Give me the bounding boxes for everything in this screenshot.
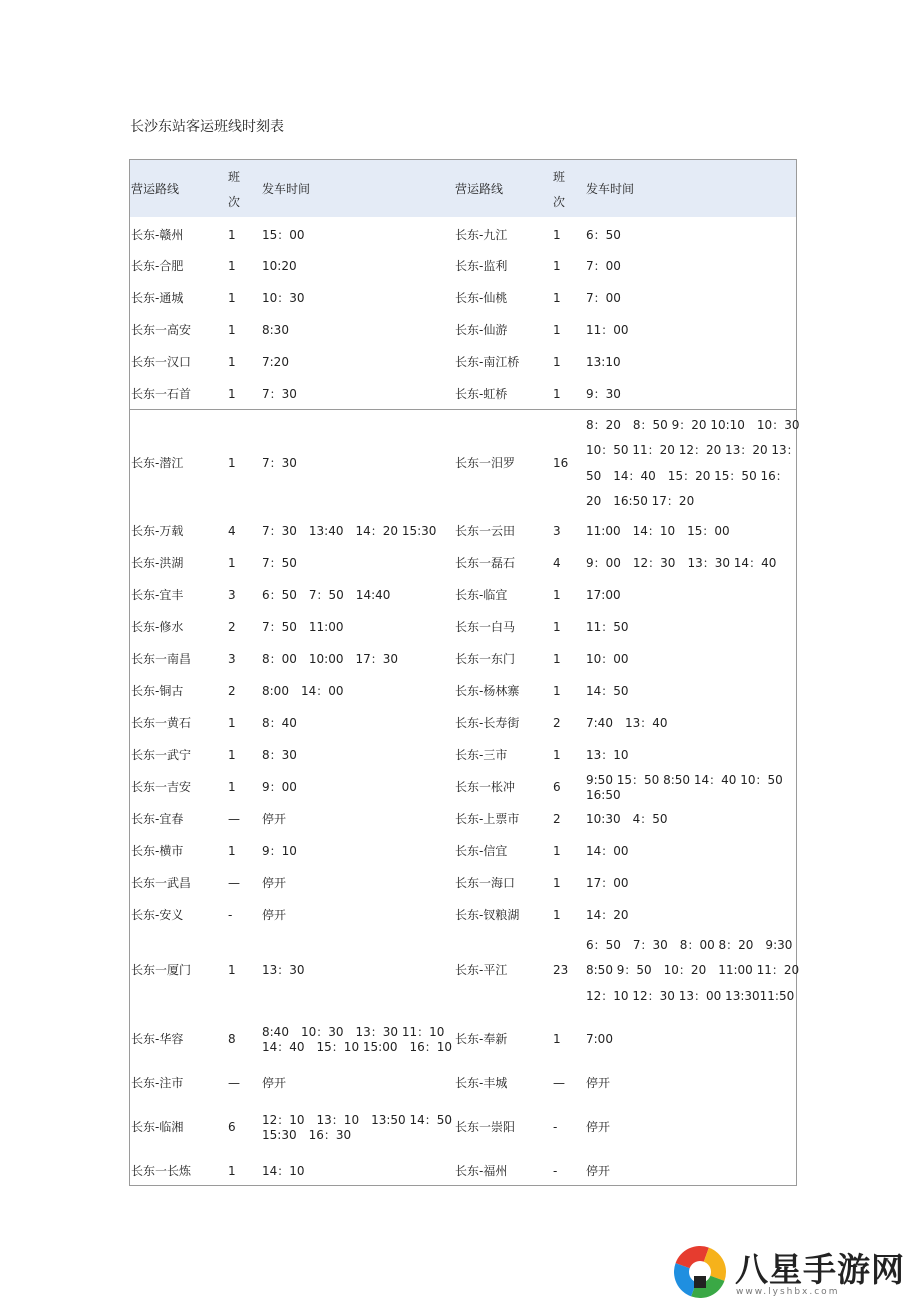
trip-count: 3	[228, 588, 236, 602]
trip-count: 4	[228, 524, 236, 538]
route-name: 长东-合肥	[131, 259, 184, 273]
route-name: 长东-三市	[455, 748, 508, 762]
route-name: 长东-注市	[131, 1076, 184, 1090]
trip-count: 1	[228, 716, 236, 730]
departure-times: 6：50	[586, 228, 621, 242]
departure-times: 停开	[262, 876, 287, 890]
departure-times: 14：40 15：10 15:00 16：10	[262, 1040, 453, 1054]
route-name: 长东一东门	[455, 652, 516, 666]
route-name: 长东一吉安	[131, 780, 192, 794]
departure-times: 17:00	[586, 588, 621, 602]
route-name: 长东-杨林寨	[455, 684, 520, 698]
departure-times: 8:30	[262, 323, 289, 337]
route-name: 长东-横市	[131, 844, 184, 858]
trip-count: 1	[553, 228, 561, 242]
logo-url: www.lyshbx.com	[736, 1287, 840, 1297]
departure-times: 8：20 8：50 9：20 10:10 10：30	[586, 418, 800, 432]
route-name: 长东-仙桃	[455, 291, 508, 305]
route-name: 长东一南昌	[131, 652, 192, 666]
trip-count: 1	[228, 355, 236, 369]
route-name: 长东一磊石	[455, 556, 516, 570]
route-name: 长东-临宜	[455, 588, 508, 602]
trip-count: 2	[553, 812, 561, 826]
departure-times: 停开	[586, 1120, 611, 1134]
departure-times: 8：30	[262, 748, 297, 762]
route-name: 长东一崇阳	[455, 1120, 516, 1134]
header-route-left: 营运路线	[131, 182, 180, 196]
departure-times: 10：30	[262, 291, 305, 305]
trip-count: 16	[553, 456, 569, 470]
trip-count: 1	[553, 652, 561, 666]
trip-count: 8	[228, 1032, 236, 1046]
departure-times: 13：30	[262, 963, 305, 977]
route-name: 长东-信宜	[455, 844, 508, 858]
departure-times: 停开	[262, 908, 287, 922]
departure-times: 7：50 11:00	[262, 620, 344, 634]
departure-times: 20 16:50 17：20	[586, 494, 695, 508]
timetable	[129, 159, 800, 1186]
trip-count: 1	[228, 291, 236, 305]
departure-times: 7：30	[262, 387, 297, 401]
route-name: 长东-安义	[131, 908, 184, 922]
route-name: 长东-福州	[455, 1164, 508, 1178]
trip-count: 2	[553, 716, 561, 730]
departure-times: 12：10 13：10 13:50 14：50	[262, 1113, 453, 1127]
logo-brand: 八星手游网	[735, 1250, 905, 1289]
departure-times: 9：10	[262, 844, 297, 858]
logo-mark-icon	[674, 1246, 726, 1298]
route-name: 长东-平江	[455, 963, 508, 977]
route-name: 长东-宜丰	[131, 588, 184, 602]
header-count-bottom-right: 次	[553, 195, 566, 209]
departure-times: 7：50	[262, 556, 297, 570]
route-name: 长东一黄石	[131, 716, 192, 730]
departure-times: 10：00	[586, 652, 629, 666]
trip-count: 6	[553, 780, 561, 794]
departure-times: 50 14：40 15：20 15：50 16：	[586, 469, 788, 483]
departure-times: 14：20	[586, 908, 629, 922]
route-name: 长东一海口	[455, 876, 516, 890]
trip-count: —	[228, 812, 240, 826]
departure-times: 14：10	[262, 1164, 305, 1178]
header-time-right: 发车时间	[586, 182, 635, 196]
trip-count: 1	[553, 876, 561, 890]
route-name: 长东一白马	[455, 620, 516, 634]
route-name: 长东-仙游	[455, 323, 508, 337]
route-name: 长东一汨罗	[455, 456, 516, 470]
trip-count: —	[553, 1076, 565, 1090]
route-name: 长东一石首	[131, 387, 192, 401]
trip-count: 1	[228, 748, 236, 762]
route-name: 长东-南江桥	[455, 355, 520, 369]
header-count-bottom-left: 次	[228, 195, 241, 209]
trip-count: 1	[228, 556, 236, 570]
header-count-top-left: 班	[228, 170, 241, 184]
trip-count: 1	[553, 588, 561, 602]
trip-count: 1	[553, 323, 561, 337]
trip-count: 1	[553, 355, 561, 369]
header-time-left: 发车时间	[262, 182, 311, 196]
route-name: 长东-长寿街	[455, 716, 520, 730]
departure-times: 15:30 16：30	[262, 1128, 352, 1142]
departure-times: 10:30 4：50	[586, 812, 668, 826]
trip-count: 1	[553, 908, 561, 922]
route-name: 长东-虹桥	[455, 387, 508, 401]
departure-times: 7:20	[262, 355, 289, 369]
route-name: 长东-通城	[131, 291, 184, 305]
trip-count: 1	[228, 228, 236, 242]
departure-times: 停开	[586, 1076, 611, 1090]
departure-times: 8:50 9：50 10：20 11:00 11：20	[586, 963, 800, 977]
route-name: 长东-华容	[131, 1032, 184, 1046]
page-title: 长沙东站客运班线时刻表	[130, 119, 284, 135]
trip-count: 3	[553, 524, 561, 538]
trip-count: 1	[228, 844, 236, 858]
departure-times: 16:50	[586, 788, 621, 802]
header-count-top-right: 班	[553, 170, 566, 184]
departure-times: 8：40	[262, 716, 297, 730]
trip-count: 1	[228, 323, 236, 337]
departure-times: 7：30 13:40 14：20 15:30	[262, 524, 437, 538]
route-name: 长东-九江	[455, 228, 508, 242]
departure-times: 8：00 10:00 17：30	[262, 652, 399, 666]
trip-count: 4	[553, 556, 561, 570]
departure-times: 9：00	[262, 780, 297, 794]
trip-count: 1	[553, 684, 561, 698]
trip-count: -	[553, 1164, 558, 1178]
route-name: 长东-宜春	[131, 812, 184, 826]
route-name: 长东一厦门	[131, 963, 192, 977]
route-name: 长东一武宁	[131, 748, 192, 762]
trip-count: 1	[228, 456, 236, 470]
route-name: 长东-铜古	[131, 684, 184, 698]
route-name: 长东一长炼	[131, 1164, 192, 1178]
trip-count: 1	[228, 780, 236, 794]
departure-times: 停开	[262, 812, 287, 826]
route-name: 长东一枨冲	[455, 780, 516, 794]
departure-times: 14：00	[586, 844, 629, 858]
header-route-right: 营运路线	[455, 182, 504, 196]
row-divider	[130, 409, 796, 410]
route-name: 长东一高安	[131, 323, 192, 337]
trip-count: 1	[553, 748, 561, 762]
departure-times: 11:00 14：10 15：00	[586, 524, 730, 538]
route-name: 长东-监利	[455, 259, 508, 273]
departure-times: 7：00	[586, 291, 621, 305]
table-header	[130, 160, 796, 217]
departure-times: 9：30	[586, 387, 621, 401]
departure-times: 14：50	[586, 684, 629, 698]
departure-times: 13:10	[586, 355, 621, 369]
departure-times: 停开	[262, 1076, 287, 1090]
route-name: 长东一汉口	[131, 355, 192, 369]
departure-times: 11：50	[586, 620, 629, 634]
trip-count: 1	[228, 1164, 236, 1178]
trip-count: 1	[553, 844, 561, 858]
route-name: 长东-临湘	[131, 1120, 184, 1134]
trip-count: 23	[553, 963, 569, 977]
departure-times: 11：00	[586, 323, 629, 337]
trip-count: —	[228, 876, 240, 890]
departure-times: 8:40 10：30 13：30 11：10	[262, 1025, 445, 1039]
trip-count: -	[553, 1120, 558, 1134]
route-name: 长东-洪湖	[131, 556, 184, 570]
trip-count: 1	[553, 1032, 561, 1046]
route-name: 长东-万载	[131, 524, 184, 538]
departure-times: 7:40 13：40	[586, 716, 668, 730]
departure-times: 8:00 14：00	[262, 684, 344, 698]
departure-times: 7:00	[586, 1032, 613, 1046]
route-name: 长东-丰城	[455, 1076, 508, 1090]
route-name: 长东-奉新	[455, 1032, 508, 1046]
trip-count: 6	[228, 1120, 236, 1134]
departure-times: 9：00 12：30 13：30 14：40	[586, 556, 777, 570]
departure-times: 15：00	[262, 228, 305, 242]
trip-count: 1	[553, 259, 561, 273]
trip-count: 1	[228, 387, 236, 401]
trip-count: -	[228, 908, 233, 922]
departure-times: 12：10 12：30 13：00 13:3011:50	[586, 989, 795, 1003]
departure-times: 13：10	[586, 748, 629, 762]
trip-count: 1	[553, 291, 561, 305]
departure-times: 7：00	[586, 259, 621, 273]
departure-times: 7：30	[262, 456, 297, 470]
departure-times: 17：00	[586, 876, 629, 890]
trip-count: —	[228, 1076, 240, 1090]
trip-count: 2	[228, 620, 236, 634]
trip-count: 3	[228, 652, 236, 666]
route-name: 长东-潜江	[131, 456, 184, 470]
departure-times: 停开	[586, 1164, 611, 1178]
trip-count: 1	[553, 387, 561, 401]
trip-count: 1	[228, 259, 236, 273]
route-name: 长东-上票市	[455, 812, 520, 826]
departure-times: 9:50 15：50 8:50 14：40 10：50	[586, 773, 783, 787]
departure-times: 10：50 11：20 12：20 13：20 13：	[586, 443, 799, 457]
route-name: 长东一武昌	[131, 876, 192, 890]
trip-count: 1	[228, 963, 236, 977]
trip-count: 1	[553, 620, 561, 634]
trip-count: 2	[228, 684, 236, 698]
route-name: 长东一云田	[455, 524, 516, 538]
route-name: 长东-修水	[131, 620, 184, 634]
departure-times: 10:20	[262, 259, 297, 273]
route-name: 长东-赣州	[131, 228, 184, 242]
route-name: 长东-钗粮湖	[455, 908, 520, 922]
departure-times: 6：50 7：30 8：00 8：20 9:30	[586, 938, 793, 952]
departure-times: 6：50 7：50 14:40	[262, 588, 391, 602]
